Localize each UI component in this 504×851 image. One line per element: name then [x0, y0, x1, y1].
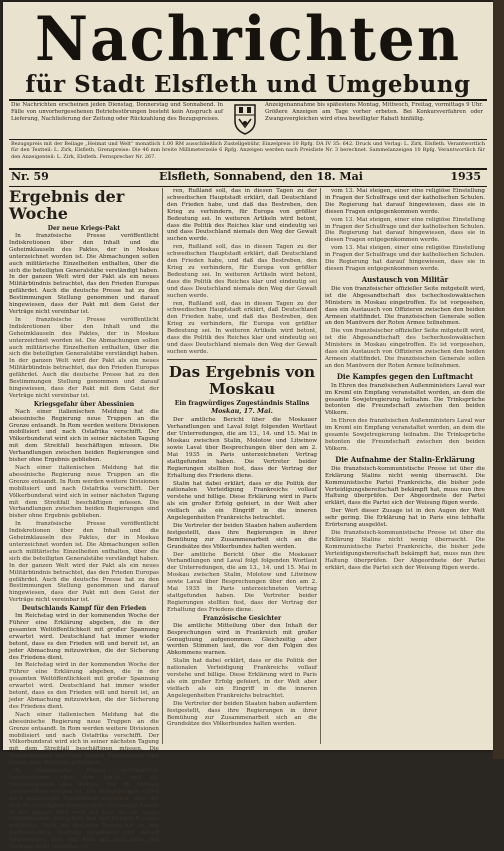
column-1 — [9, 187, 159, 851]
column-divider — [162, 188, 163, 744]
column-2 — [167, 188, 317, 744]
book-binding — [493, 0, 504, 759]
place-date: Elsfleth, Sonnabend, den 18. Mai — [159, 170, 363, 183]
article-text: Die Vertreter der beiden Staaten haben außerdem festgestellt, dass ihre Regierungen in ihrer Bemühung zur Zusammenarbeit sich an die Grundsätze des Völkerbundes halten werden. — [167, 700, 317, 728]
column-3 — [325, 188, 485, 744]
article-text: Im Reichstag wird in der kommenden Woche der Führer eine Erklärung abgeben, die in der gesamten Weltöffentlichkeit mit großer Spannung erwartet wird. Deutschland hat immer wieder betont, dass es den Frieden will und bereit ist, an jeder Abmachung mitzuwirken, die der Sicherung des Friedens dient. — [9, 662, 159, 710]
article-text: Die Vertreter der beiden Staaten haben außerdem festgestellt, dass ihre Regierungen in ihrer Bemühung zur Zusammenarbeit sich an die Grundsätze des Völkerbundes halten werden. — [167, 522, 317, 550]
coat-of-arms-icon — [233, 103, 257, 135]
section-heading: Deutschlands Kampf für den Frieden — [21, 605, 147, 613]
article-text: Der amtliche Bericht über die Moskauer Verhandlungen und Laval folgt folgenden Wortlaut der Unterredungen, die am 13., 14. und 15. Mai in Moskau zwischen Stalin, Molotow und Litwinow sowie Laval über Besprechungen über den am 2. Mai 1935 in Paris unterzeichneten Vertrag stattgefunden haben. Die Vertreter beider Regierungen stellten fest, dass der Vertrag der Erhaltung des Friedens diene. — [167, 417, 317, 479]
section-heading: Kriegsgefahr über Abessinien — [33, 400, 135, 408]
article-text: vom 13. Mai steigen, einer eine religiöse Einstellung in Fragen der Schulfrage und der katholischen Schulen. Die Regierung hat darauf hingewiesen, dass sie in diesen Fragen entgegenkommen werde. — [325, 188, 485, 215]
article-text: Die französisch-kommunistische Presse ist über die Erklärung Stalins nicht wenig überrascht. Die Kommunistische Partei Frankreichs, die bisher jede Verteidigungsbereitschaft bekämpft hat, muss nun ihre Haltung überprüfen. Der Abgeordnete der Partei erklärt, dass die Partei sich der Weisung fügen werde. — [325, 465, 485, 507]
article-text: Nach einer italienischen Meldung hat die abessinische Regierung neue Truppen an die Grenze entsandt. In Rom werden weitere Divisionen mobilisiert und nach Ostafrika verschifft. Der Völkerbundsrat wird sich in seiner nächsten Tagung mit dem Streitfall beschäftigen müssen. Die Verhandlungen zwischen beiden Regierungen sind bisher ohne Ergebnis geblieben. — [9, 711, 159, 767]
article-text: In Ehren des französischen Außenministers Laval war im Kreml ein Empfang veranstaltet worden, an dem die gesamte Sowjetregierung teilnahm. Die Trinksprüche betonten die Freundschaft zwischen den beiden Völkern. — [325, 382, 485, 417]
section-heading: Austausch von Militär — [361, 274, 449, 284]
article-text: In französische Presse veröffentlicht Indiskretionen über den Inhalt und die Geheimklauseln des Paktes, der in Moskau unterzeichnet worden ist. Die Abmachungen sollen auch militärische Einzelheiten enthalten, über die sich die beteiligten Generalstäbe verständigt haben. In der ganzen Welt wird der Pakt als ein neues Militärbündnis betrachtet, das den Frieden Europas gefährdet. Auch die deutsche Presse hat zu den Bestimmungen Stellung genommen und darauf hingewiesen, dass der Pakt mit dem Geist der Verträge nicht vereinbar ist. — [9, 768, 159, 851]
dateline — [9, 168, 487, 187]
article-text: Nach einer italienischen Meldung hat die abessinische Regierung neue Truppen an die Grenze entsandt. In Rom werden weitere Divisionen mobilisiert und nach Ostafrika verschifft. Der Völkerbundsrat wird sich in seiner nächsten Tagung mit dem Streitfall beschäftigen müssen. Die Verhandlungen zwischen beiden Regierungen sind bisher ohne Ergebnis geblieben. — [9, 408, 159, 464]
divider — [167, 359, 317, 360]
newspaper-page — [3, 2, 493, 851]
article-text: Im Reichstag wird in der kommenden Woche der Führer eine Erklärung abgeben, die in der gesamten Weltöffentlichkeit mit großer Spannung erwartet wird. Deutschland hat immer wieder betont, dass es den Frieden will und bereit ist, an jeder Abmachung mitzuwirken, die der Sicherung des Friedens dient. — [9, 613, 159, 661]
advertising-info: Anzeigenannahme bis spätestens Montag, Mittwoch, Freitag, vormittags 9 Uhr. Größere Anzeigen am Tage vorher erbeten. Bei Konkursverfahren oder Zwangsvergleichen wird etwa bewilligter Rabatt hinfällig. — [265, 102, 483, 122]
article-text: In französische Presse veröffentlicht Indiskretionen über den Inhalt und die Geheimklauseln des Paktes, der in Moskau unterzeichnet worden ist. Die Abmachungen sollen auch militärische Einzelheiten enthalten, über die sich die beteiligten Generalstäbe verständigt haben. In der ganzen Welt wird der Pakt als ein neues Militärbündnis betrachtet, das den Frieden Europas gefährdet. Auch die deutsche Presse hat zu den Bestimmungen Stellung genommen und darauf hingewiesen, dass der Pakt mit dem Geist der Verträge nicht vereinbar ist. — [9, 521, 159, 604]
article-text: Nach einer italienischen Meldung hat die abessinische Regierung neue Truppen an die Grenze entsandt. In Rom werden weitere Divisionen mobilisiert und nach Ostafrika verschifft. Der Völkerbundsrat wird sich in seiner nächsten Tagung mit dem Streitfall beschäftigen müssen. Die Verhandlungen zwischen beiden Regierungen sind bisher ohne Ergebnis geblieben. — [9, 465, 159, 520]
article-text: vom 13. Mai steigen, einer eine religiöse Einstellung in Fragen der Schulfrage und der katholischen Schulen. Die Regierung hat darauf hingewiesen, dass sie in diesen Fragen entgegenkommen werde. — [325, 245, 485, 272]
section-heading: Die Kampfes gegen den Luftmacht — [336, 371, 474, 381]
section-heading: Die Aufnahme der Stalin-Erklärung — [335, 454, 475, 464]
article-text: Stalin hat dabei erklärt, dass er die Politik der nationalen Verteidigung Frankreichs vollauf verstehe und billige. Diese Erklärung wird in Paris als ein großer Erfolg gefeiert, in der Welt aber vielfach als ein Eingriff in die inneren Angelegenheiten Frankreichs betrachtet. — [167, 480, 317, 522]
article-text: Stalin hat dabei erklärt, dass er die Politik der nationalen Verteidigung Frankreichs vollauf verstehe und billige. Diese Erklärung wird in Paris als ein großer Erfolg gefeiert, in der Welt aber vielfach als ein Eingriff in die inneren Angelegenheiten Frankreichs betrachtet. — [167, 658, 317, 699]
article-text: Der Wert dieser Zusage ist in den Augen der Welt sehr gering. Die Erklärung hat in Paris eine lebhafte Erörterung ausgelöst. — [325, 508, 485, 529]
article-text: ren, Rußland soll, das in diesen Tagen zu der schwedischen Hauptstadt erklärt, daß Deutschland den Frieden habe, und daß das Bestreben, den Krieg zu verhindern, für Europa von größter Bedeutung sei. In weiteren Artikeln wird betont, dass die Politik des Reiches klar und eindeutig sei und dass Deutschland niemals den Weg der Gewalt suchen werde. — [167, 300, 317, 355]
subscription-info: Die Nachrichten erscheinen jeden Dienstag, Donnerstag und Sonnabend. In Fälle von unvorhergesehenen Betriebsstörungen besteht kein Anspruch auf Lieferung, Nachlieferung der Zeitung oder Rückzahlung des Bezugspreises. — [11, 102, 223, 122]
article-text: ren, Rußland soll, das in diesen Tagen zu der schwedischen Hauptstadt erklärt, daß Deutschland den Frieden habe, und daß das Bestreben, den Krieg zu verhindern, für Europa von größter Bedeutung sei. In weiteren Artikeln wird betont, dass die Politik des Reiches klar und eindeutig sei und dass Deutschland niemals den Weg der Gewalt suchen werde. — [167, 188, 317, 243]
headline-moscow: Das Ergebnis von Moskau — [168, 362, 316, 398]
divider — [9, 99, 487, 101]
divider — [9, 139, 487, 140]
impressum: Bezugspreis mit der Beilage „Heimat und Welt“ monatlich 1.00 RM ausschließlich Zustellgebühr, Einzelpreis 10 Rpfg. DA IV 35: 642. Druck und Verlag: L. Zirk, Elsfleth. Verantwortlich für den Textteil: L. Zirk, Elsfleth, Grenzpreise: Die 46 mm breite Millimeterzeile 6 Rpfg. Anzeigen werden nach Preisliste Nr. 3 berechnet. Sammelanzeigen 10 Rpfg. Verantwortlich für den Anzeigenteil: L. Zirk, Elsfleth. Fernsprecher Nr. 267. — [11, 141, 485, 160]
subheadline: Ein fragwürdiges Zugeständnis Stalins — [174, 399, 310, 407]
article-text: Die amtliche Mitteilung über den Inhalt der Besprechungen wird in Frankreich mit großer Genugtuung aufgenommen. Gleichzeitig aber werden Stimmen laut, die vor den Folgen des Abkommens warnen. — [167, 622, 317, 657]
article-text: In Ehren des französischen Außenministers Laval war im Kreml ein Empfang veranstaltet worden, an dem die gesamte Sowjetregierung teilnahm. Die Trinksprüche betonten die Freundschaft zwischen den beiden Völkern. — [325, 418, 485, 452]
article-text: In französische Presse veröffentlicht Indiskretionen über den Inhalt und die Geheimklauseln des Paktes, der in Moskau unterzeichnet worden ist. Die Abmachungen sollen auch militärische Einzelheiten enthalten, über die sich die beteiligten Generalstäbe verständigt haben. In der ganzen Welt wird der Pakt als ein neues Militärbündnis betrachtet, das den Frieden Europas gefährdet. Auch die deutsche Presse hat zu den Bestimmungen Stellung genommen und darauf hingewiesen, dass der Pakt mit dem Geist der Verträge nicht vereinbar ist. — [9, 233, 159, 315]
year: 1935 — [450, 170, 481, 183]
article-text: Die französisch-kommunistische Presse ist über die Erklärung Stalins nicht wenig überrascht. Die Kommunistische Partei Frankreichs, die bisher jede Verteidigungsbereitschaft bekämpft hat, muss nun ihre Haltung überprüfen. Der Abgeordnete der Partei erklärt, dass die Partei sich der Weisung fügen werde. — [325, 529, 485, 571]
masthead-subtitle: für Stadt Elsfleth und Umgebung — [25, 71, 471, 98]
article-text: Die von französischer offizieller Seite mitgeteilt wird, ist die Abgesandtschaft des tschechoslowakischen Ministers in Moskau eingetroffen. Es ist vorgesehen, dass ein Austausch von Offizieren zwischen den beiden Armeen stattfindet. Die französischen Generale sollen an den Manövern der Roten Armee teilnehmen. — [325, 328, 485, 369]
section-heading: Französische Gesichter — [202, 614, 282, 622]
section-heading: Der neue Kriegs-Pakt — [47, 225, 121, 232]
article-text: Die von französischer offizieller Seite mitgeteilt wird, ist die Abgesandtschaft des tschechoslowakischen Ministers in Moskau eingetroffen. Es ist vorgesehen, dass ein Austausch von Offizieren zwischen den beiden Armeen stattfindet. Die französischen Generale sollen an den Manövern der Roten Armee teilnehmen. — [325, 285, 485, 327]
article-text: In französische Presse veröffentlicht Indiskretionen über den Inhalt und die Geheimklauseln des Paktes, der in Moskau unterzeichnet worden ist. Die Abmachungen sollen auch militärische Einzelheiten enthalten, über die sich die beteiligten Generalstäbe verständigt haben. In der ganzen Welt wird der Pakt als ein neues Militärbündnis betrachtet, das den Frieden Europas gefährdet. Auch die deutsche Presse hat zu den Bestimmungen Stellung genommen und darauf hingewiesen, dass der Pakt mit dem Geist der Verträge nicht vereinbar ist. — [9, 316, 159, 399]
headline-week-result: Ergebnis der Woche — [9, 187, 125, 223]
issue-number: Nr. 59 — [11, 170, 49, 183]
article-text: vom 13. Mai steigen, einer eine religiöse Einstellung in Fragen der Schulfrage und der katholischen Schulen. Die Regierung hat darauf hingewiesen, dass sie in diesen Fragen entgegenkommen werde. — [325, 216, 485, 244]
article-text: Der amtliche Bericht über die Moskauer Verhandlungen und Laval folgt folgenden Wortlaut der Unterredungen, die am 13., 14. und 15. Mai in Moskau zwischen Stalin, Molotow und Litwinow sowie Laval über Besprechungen über den am 2. Mai 1935 in Paris unterzeichneten Vertrag stattgefunden haben. Die Vertreter beider Regierungen stellten fest, dass der Vertrag der Erhaltung des Friedens diene. — [167, 551, 317, 613]
article-text: ren, Rußland soll, das in diesen Tagen zu der schwedischen Hauptstadt erklärt, daß Deutschland den Frieden habe, und daß das Bestreben, den Krieg zu verhindern, für Europa von größter Bedeutung sei. In weiteren Artikeln wird betont, dass die Politik des Reiches klar und eindeutig sei und dass Deutschland niemals den Weg der Gewalt suchen werde. — [167, 244, 317, 299]
column-divider — [320, 188, 321, 744]
masthead-title: Nachrichten — [34, 3, 462, 75]
article-dateline: Moskau, 17. Mai. — [211, 407, 273, 416]
